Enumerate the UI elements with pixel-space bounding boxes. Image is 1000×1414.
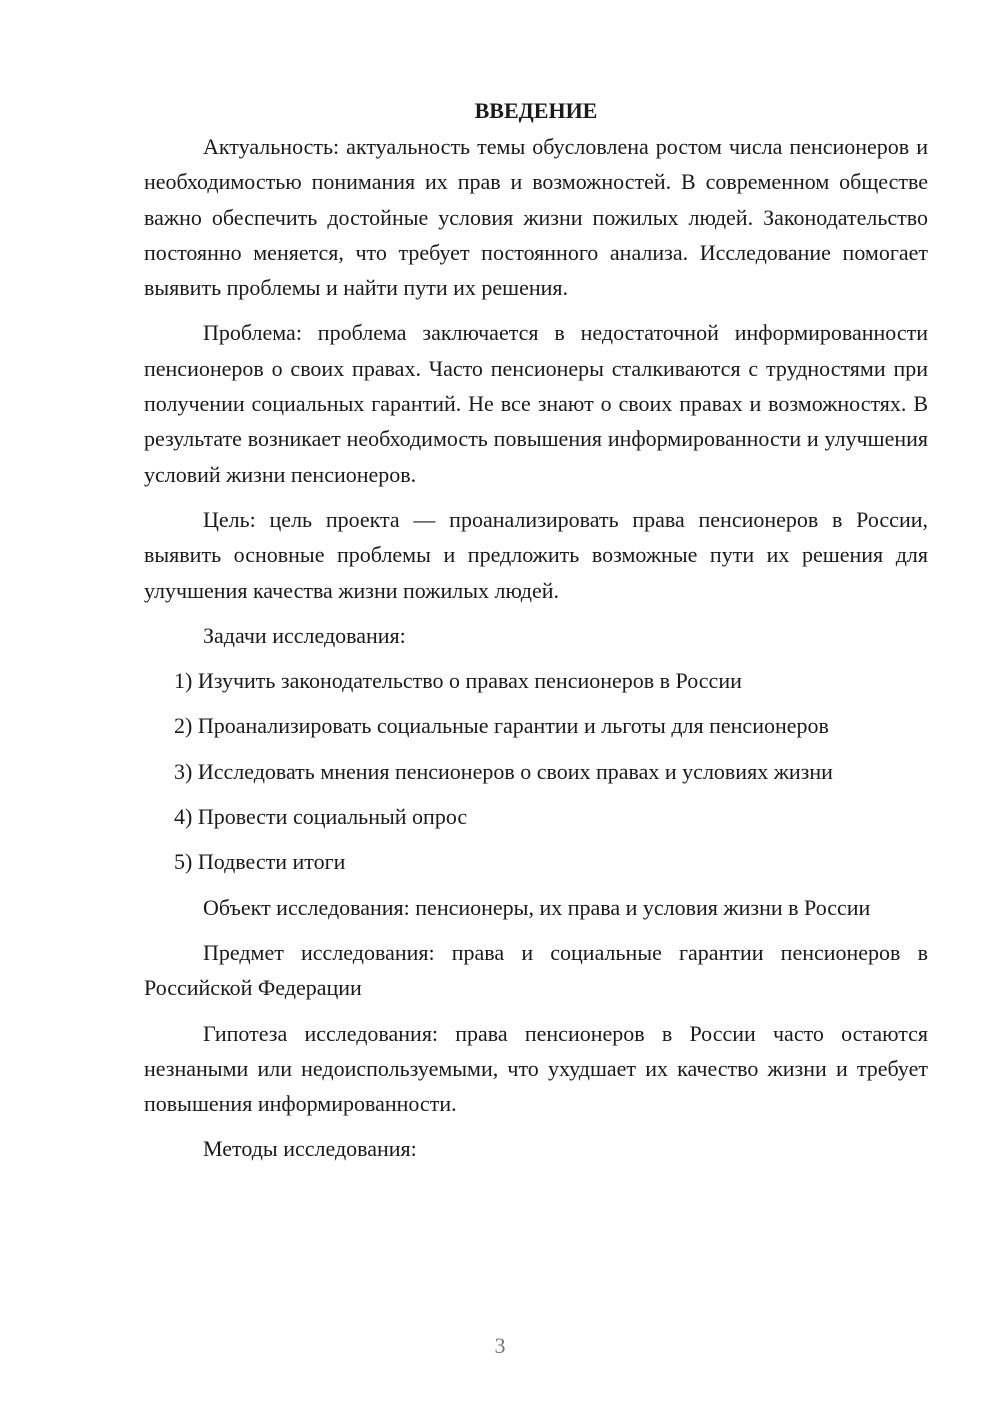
- task-item-2: 2) Проанализировать социальные гарантии и льготы для пенсионеров: [174, 713, 829, 739]
- subject-paragraph: Предмет исследования: права и социальные гарантии пенсионеров в Российской Федерации: [144, 939, 928, 1001]
- task-item-1: 1) Изучить законодательство о правах пенсионеров в России: [174, 668, 742, 694]
- page-title: ВВЕДЕНИЕ: [474, 98, 598, 123]
- tasks-list: [144, 663, 928, 879]
- hypothesis-paragraph: Гипотеза исследования: права пенсионеров в России часто остаются незнаными или недоиспользуемыми, что ухудшает их качество жизни и требует повышения информированности.: [144, 1020, 928, 1117]
- object-paragraph: Объект исследования: пенсионеры, их права и условия жизни в России: [203, 894, 871, 920]
- task-item-5: 5) Подвести итоги: [174, 849, 346, 875]
- page-number: 3: [494, 1333, 506, 1358]
- tasks-heading: Задачи исследования:: [203, 622, 406, 648]
- methods-heading: Методы исследования:: [203, 1136, 417, 1162]
- relevance-paragraph: Актуальность: актуальность темы обусловлена ростом числа пенсионеров и необходимостью понимания их прав и возможностей. В современном обществе важно обеспечить достойные условия жизни пожилых людей. Законодательство постоянно меняется, что требует постоянного анализа. Исследование помогает выявить проблемы и найти пути их решения.: [144, 134, 928, 301]
- task-item-3: 3) Исследовать мнения пенсионеров о своих правах и условиях жизни: [174, 758, 833, 784]
- goal-paragraph: Цель: цель проекта — проанализировать права пенсионеров в России, выявить основные проблемы и предложить возможные пути их решения для улучшения качества жизни пожилых людей.: [144, 506, 928, 603]
- problem-paragraph: Проблема: проблема заключается в недостаточной информированности пенсионеров о своих правах. Часто пенсионеры сталкиваются с трудностями при получении социальных гарантий. Не все знают о своих правах и возможностях. В результате возникает необходимость повышения информированности и улучшения условий жизни пенсионеров.: [144, 320, 928, 487]
- task-item-4: 4) Провести социальный опрос: [174, 804, 468, 830]
- document-page: [144, 95, 928, 1177]
